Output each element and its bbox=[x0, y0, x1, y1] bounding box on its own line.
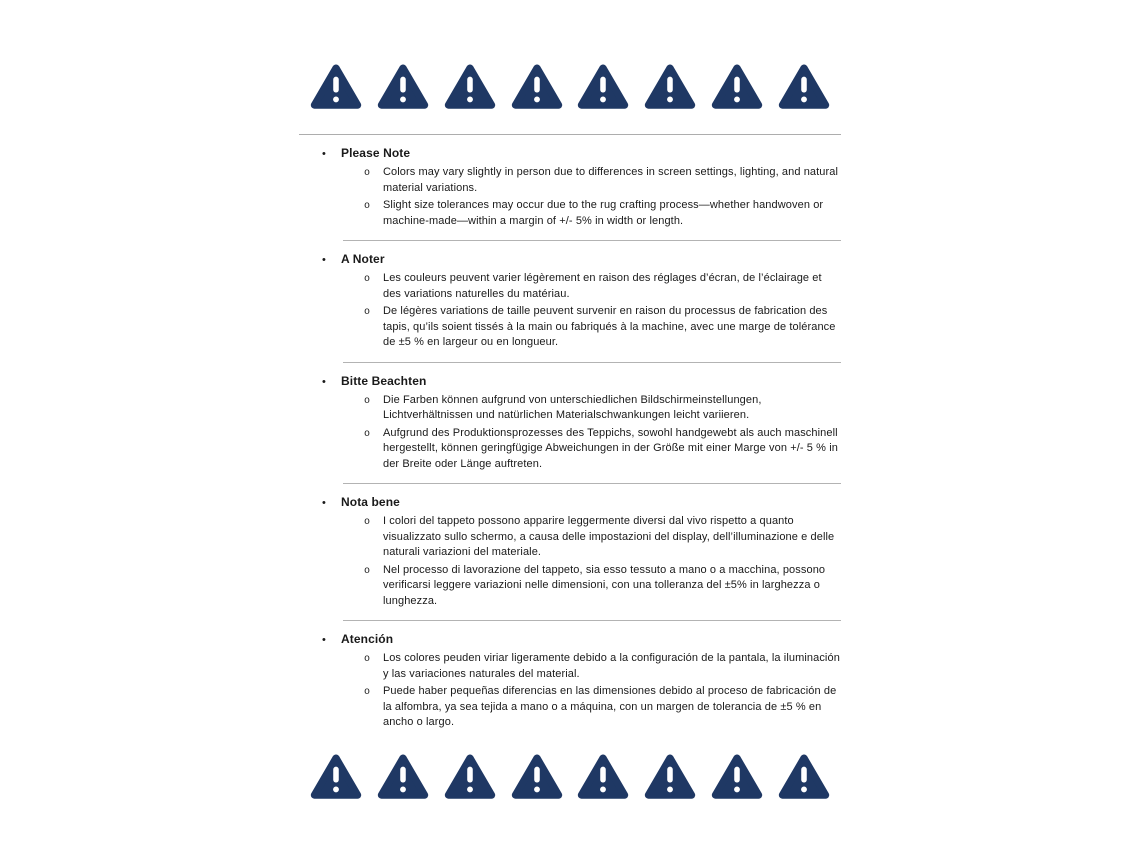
section-heading: Atención bbox=[341, 632, 394, 646]
list-item bbox=[322, 304, 841, 351]
list-item bbox=[322, 393, 841, 424]
warning-triangle-icon bbox=[778, 61, 830, 111]
bullet-marker: • bbox=[322, 497, 326, 509]
bullet-marker: • bbox=[322, 375, 326, 388]
warning-icons-row-bottom bbox=[310, 751, 830, 801]
warning-icons-row-top bbox=[310, 61, 830, 111]
warning-triangle-icon bbox=[444, 751, 496, 801]
list-item bbox=[322, 563, 841, 610]
note-section-en bbox=[299, 146, 841, 241]
warning-triangle-icon bbox=[310, 751, 362, 801]
list-item bbox=[322, 165, 841, 196]
list-item bbox=[322, 426, 841, 473]
section-heading: Bitte Beachten bbox=[341, 373, 427, 388]
sections-container bbox=[299, 146, 841, 731]
list-item bbox=[322, 514, 841, 561]
warning-triangle-icon bbox=[778, 751, 830, 801]
note-item-text: Die Farben können aufgrund von unterschiedlichen Bildschirmeinstellungen, Lichtverhältnissen und natürlichen Materialschwankungen leicht variieren. bbox=[383, 393, 762, 421]
warning-triangle-icon bbox=[577, 751, 629, 801]
section-divider bbox=[343, 240, 841, 241]
warning-triangle-icon bbox=[577, 61, 629, 111]
circle-bullet-marker: o bbox=[364, 517, 371, 528]
section-divider bbox=[343, 483, 841, 484]
warning-triangle-icon bbox=[711, 751, 763, 801]
section-divider bbox=[343, 362, 841, 363]
warning-triangle-icon bbox=[377, 61, 429, 111]
warning-triangle-icon bbox=[711, 61, 763, 111]
section-items bbox=[322, 651, 841, 731]
section-heading-row bbox=[322, 146, 841, 162]
section-items bbox=[322, 271, 841, 351]
circle-bullet-marker: o bbox=[364, 687, 371, 698]
note-item-text: Puede haber pequeñas diferencias en las dimensiones debido al proceso de fabricación de la alfombra, ya sea tejida a mano o a máquina, con un margen de tolerancia de ±5 % en ancho o largo. bbox=[383, 685, 837, 728]
document-content bbox=[299, 0, 841, 801]
top-divider bbox=[299, 134, 841, 135]
bullet-marker: • bbox=[322, 148, 326, 160]
list-item bbox=[322, 271, 841, 302]
note-item-text: Colors may vary slightly in person due to differences in screen settings, lighting, and natural material variations. bbox=[383, 166, 839, 194]
note-item-text: I colori del tappeto possono apparire leggermente diversi dal vivo rispetto a quanto visualizzato sullo schermo, a causa delle impostazioni del display, dell’illuminazione e delle naturali variazioni del materiale. bbox=[383, 515, 835, 558]
list-item bbox=[322, 684, 841, 731]
note-section-de bbox=[299, 374, 841, 485]
warning-triangle-icon bbox=[511, 751, 563, 801]
note-section-fr bbox=[299, 252, 841, 363]
section-heading-row bbox=[322, 632, 841, 648]
note-section-es bbox=[299, 632, 841, 731]
section-heading: Please Note bbox=[341, 146, 411, 160]
section-items bbox=[322, 393, 841, 473]
section-heading-row bbox=[322, 495, 841, 511]
list-item bbox=[322, 198, 841, 229]
circle-bullet-marker: o bbox=[364, 201, 371, 212]
section-heading-row bbox=[322, 374, 841, 390]
bullet-marker: • bbox=[322, 634, 326, 646]
note-item-text: Slight size tolerances may occur due to the rug crafting process—whether handwoven or machine-made—within a margin of +/- 5% in width or length. bbox=[383, 199, 824, 227]
section-items bbox=[322, 165, 841, 229]
warning-triangle-icon bbox=[511, 61, 563, 111]
circle-bullet-marker: o bbox=[364, 565, 371, 577]
note-item-text: Aufgrund des Produktionsprozesses des Teppichs, sowohl handgewebt als auch maschinell hergestellt, können geringfügige Abweichungen in der Größe mit einer Marge von +/- 5 % in der Breite oder Länge auftreten. bbox=[383, 426, 838, 470]
section-items bbox=[322, 514, 841, 609]
note-item-text: Nel processo di lavorazione del tappeto, sia esso tessuto a mano o a macchina, possono verificarsi leggere variazioni nelle dimensioni, con una tolleranza del ±5% in larghezza o lunghezza. bbox=[383, 563, 826, 607]
note-item-text: Les couleurs peuvent varier légèrement en raison des réglages d’écran, de l’éclairage et des variations naturelles du matériau. bbox=[383, 272, 822, 300]
circle-bullet-marker: o bbox=[364, 307, 371, 318]
section-heading-row bbox=[322, 252, 841, 268]
list-item bbox=[322, 651, 841, 682]
warning-triangle-icon bbox=[310, 61, 362, 111]
section-heading: A Noter bbox=[341, 252, 385, 266]
section-divider bbox=[343, 620, 841, 621]
circle-bullet-marker: o bbox=[364, 428, 371, 440]
circle-bullet-marker: o bbox=[364, 395, 371, 407]
note-item-text: De légères variations de taille peuvent survenir en raison du processus de fabrication des tapis, qu’ils soient tissés à la main ou fabriqués à la machine, avec une marge de tolérance de ±5 % en largeur ou en longueur. bbox=[383, 305, 836, 348]
circle-bullet-marker: o bbox=[364, 274, 371, 285]
note-item-text: Los colores peuden viriar ligeramente debido a la configuración de la pantala, la iluminación y las variaciones naturales del material. bbox=[383, 652, 840, 680]
warning-triangle-icon bbox=[444, 61, 496, 111]
circle-bullet-marker: o bbox=[364, 168, 371, 179]
note-section-it bbox=[299, 495, 841, 621]
bullet-marker: • bbox=[322, 254, 326, 266]
circle-bullet-marker: o bbox=[364, 654, 371, 665]
warning-triangle-icon bbox=[377, 751, 429, 801]
warning-triangle-icon bbox=[644, 61, 696, 111]
warning-triangle-icon bbox=[644, 751, 696, 801]
section-heading: Nota bene bbox=[341, 495, 400, 509]
